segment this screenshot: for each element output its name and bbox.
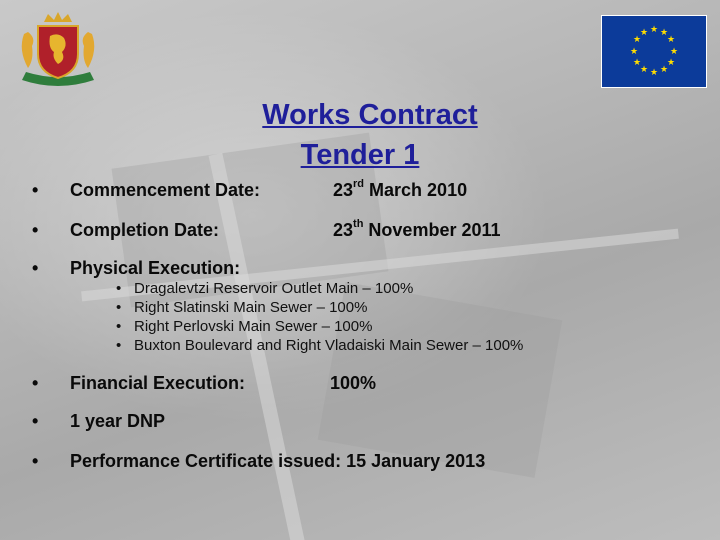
coat-of-arms-icon xyxy=(14,10,102,90)
financial-execution-label: Financial Execution: xyxy=(70,373,246,393)
performance-certificate-label: Performance Certificate issued: 15 January 2013 xyxy=(70,451,486,471)
svg-text:★: ★ xyxy=(669,47,679,57)
sub-item-text: Right Slatinski Main Sewer – 100% xyxy=(134,299,368,316)
bullet: • xyxy=(32,451,39,471)
svg-text:★: ★ xyxy=(649,68,659,78)
completion-label: Completion Date: xyxy=(70,220,220,240)
svg-text:★: ★ xyxy=(632,35,642,45)
physical-execution-label: Physical Execution: xyxy=(70,258,241,278)
sub-bullet: • xyxy=(116,299,122,316)
svg-text:★: ★ xyxy=(632,58,642,68)
financial-execution-value: 100% xyxy=(330,373,377,393)
svg-text:★: ★ xyxy=(639,28,649,38)
sub-item-text: Right Perlovski Main Sewer – 100% xyxy=(134,318,373,335)
completion-value: 23th November 2011 xyxy=(333,218,501,240)
title-line-1: Works Contract xyxy=(262,99,478,131)
eu-flag xyxy=(601,15,707,88)
commencement-label: Commencement Date: xyxy=(70,180,261,200)
sub-bullet: • xyxy=(116,337,122,354)
sub-bullet: • xyxy=(116,280,122,297)
svg-text:★: ★ xyxy=(629,47,639,57)
bullet: • xyxy=(32,220,39,240)
svg-text:★: ★ xyxy=(666,58,676,68)
svg-text:★: ★ xyxy=(649,25,659,35)
svg-text:★: ★ xyxy=(659,65,669,75)
dnp-label: 1 year DNP xyxy=(70,411,166,431)
bullet: • xyxy=(32,180,39,200)
bullet: • xyxy=(32,258,39,278)
eu-stars-icon xyxy=(602,16,706,87)
svg-text:★: ★ xyxy=(659,28,669,38)
commencement-value: 23rd March 2010 xyxy=(333,178,468,200)
sub-item-text: Buxton Boulevard and Right Vladaiski Main Sewer – 100% xyxy=(134,337,524,354)
bullet: • xyxy=(32,373,39,393)
sub-item-text: Dragalevtzi Reservoir Outlet Main – 100% xyxy=(134,280,414,297)
bullet: • xyxy=(32,411,39,431)
svg-text:★: ★ xyxy=(639,65,649,75)
svg-text:★: ★ xyxy=(666,35,676,45)
title-line-2: Tender 1 xyxy=(300,139,420,171)
sub-bullet: • xyxy=(116,318,122,335)
